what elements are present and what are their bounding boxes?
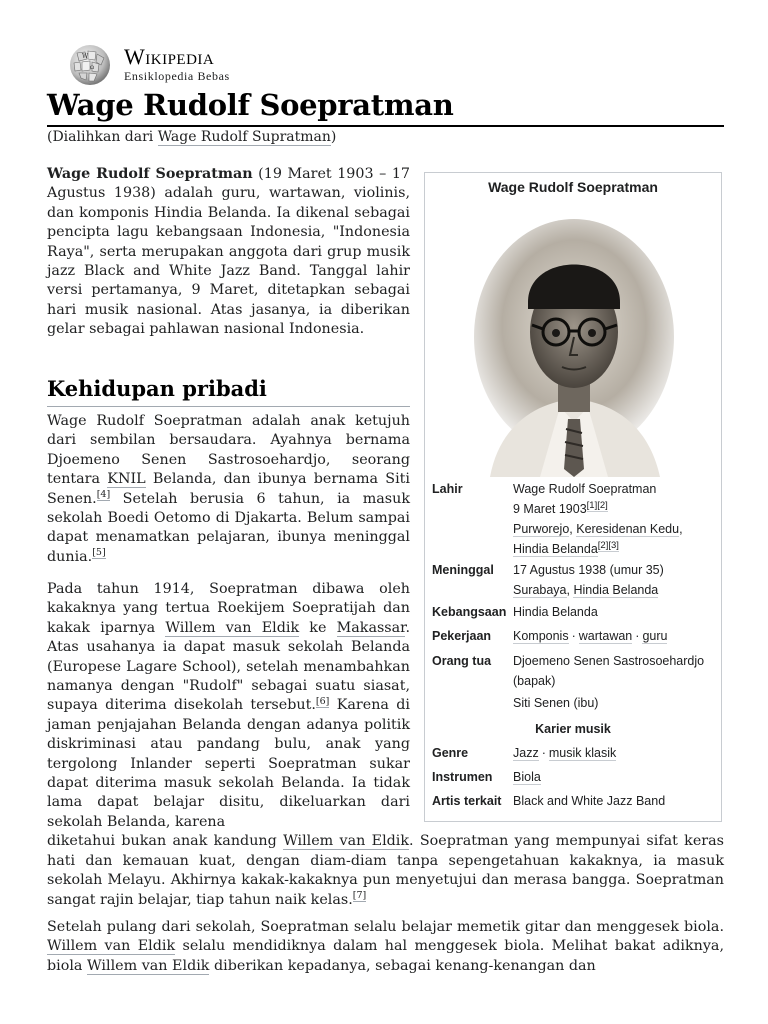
ref-4[interactable]: [4] (96, 488, 111, 500)
label-instrumen: Instrumen (432, 770, 493, 784)
infobox-row-artis-terkait (432, 791, 718, 813)
link-willem-van-eldik[interactable]: Willem van Eldik (165, 619, 300, 636)
link-hindia-belanda[interactable]: Hindia Belanda (513, 542, 598, 556)
link-purworejo[interactable]: Purworejo (513, 522, 570, 536)
redirect-link[interactable]: Wage Rudolf Supratman (157, 129, 331, 145)
ref-7[interactable]: [7] (352, 889, 367, 901)
value-orang-tua: Djoemeno Senen Sastrosoehardjo (bapak) Siti Senen (ibu) (513, 654, 705, 710)
ref-2[interactable]: [2] (597, 539, 609, 551)
infobox-title: Wage Rudolf Soepratman (488, 179, 658, 195)
infobox (424, 172, 722, 822)
label-genre: Genre (432, 746, 469, 760)
ref-6[interactable]: [6] (315, 695, 330, 707)
wordmark-tagline: Ensiklopedia Bebas (124, 69, 230, 83)
value-instrumen (513, 767, 718, 787)
infobox-subheading-karier-musik: Karier musik (535, 722, 611, 736)
link-komponis[interactable]: Komponis (513, 629, 569, 643)
infobox-row-meninggal (432, 560, 718, 602)
svg-text:Ω: Ω (90, 65, 95, 71)
infobox-row-genre (432, 743, 718, 765)
link-willem-van-eldik[interactable]: Willem van Eldik (47, 938, 176, 955)
link-knil[interactable]: KNIL (107, 471, 146, 488)
ref-2[interactable]: [2] (597, 499, 608, 511)
paragraph-3: Setelah pulang dari sekolah, Soepratman selalu belajar memetik gitar dan menggesek biola. Willem van Eldik selalu mendidiknya dalam hal menggesek biola. Melihat bakat adiknya, biola Willem van Eldik diberikan kepadanya, sebagai kenang-kenangan dan (47, 919, 724, 974)
link-musik-klasik[interactable]: musik klasik (548, 746, 617, 760)
link-makassar[interactable]: Makassar (336, 619, 406, 636)
value-artis-terkait: Black and White Jazz Band (513, 794, 666, 808)
infobox-row-orang-tua (432, 651, 718, 711)
paragraph-2-wide: diketahui bukan anak kandung Willem van Eldik. Soepratman yang mempunyai sifat keras hati dan kemauan kuat, dengan diam-diam tanpa sepengetahuan kakaknya, ia masuk sekolah Melayu. Akhirnya kakak-kakaknya pun menyetujui dan merasa bangga. Soepratman sangat rajin belajar, tiap tahun naik kelas.[7] (47, 833, 724, 908)
ref-1[interactable]: [1] (586, 499, 598, 511)
wikipedia-globe-logo[interactable] (65, 43, 115, 87)
value-pekerjaan: Komponis · wartawan · guru (513, 629, 668, 643)
ref-5[interactable]: [5] (92, 547, 106, 559)
label-artis-terkait: Artis terkait (432, 794, 502, 808)
label-meninggal: Meninggal (432, 563, 494, 577)
link-jazz[interactable]: Jazz (513, 746, 539, 760)
infobox-row-instrumen (432, 767, 718, 789)
link-guru[interactable]: guru (642, 629, 668, 643)
link-willem-van-eldik[interactable]: Willem van Eldik (283, 833, 410, 850)
label-lahir: Lahir (432, 482, 463, 496)
link-surabaya[interactable]: Surabaya (513, 583, 567, 597)
infobox-row-lahir (432, 479, 718, 559)
lead-subject: Wage Rudolf Soepratman (47, 166, 253, 182)
value-meninggal: 17 Agustus 1938 (umur 35) Surabaya, Hindia Belanda (513, 563, 664, 597)
paragraph-2-narrow: Pada tahun 1914, Soepratman dibawa oleh kakaknya yang tertua Roekijem Soepratijah dan kakak iparnya Willem van Eldik ke Makassar. Atas usahanya ia dapat masuk sekolah Belanda (Europese Lagare School), setelah menambahkan namanya dengan "Rudolf" sebagai suatu siasat, supaya diterima disekolah tersebut.[6] Karena di jaman penjajahan Belanda dengan adanya politik diskriminasi atau pandang bulu, anak yang tergolong Inlander seperti Soepratman sukar dapat diterima masuk sekolah Belanda. Ia tidak lama dapat belajar disitu, dikeluarkan dari sekolah Belanda, karena (47, 581, 410, 830)
link-hindia-belanda[interactable]: Hindia Belanda (573, 583, 659, 597)
value-lahir: Wage Rudolf Soepratman 9 Maret 1903[1][2] Purworejo, Keresidenan Kedu, Hindia Belanda[2][3] (513, 482, 683, 556)
section-heading-kehidupan-pribadi: Kehidupan pribadi (47, 374, 410, 407)
value-kebangsaan: Hindia Belanda (513, 605, 598, 619)
ref-3[interactable]: [3] (608, 539, 619, 551)
link-keresidenan-kedu[interactable]: Keresidenan Kedu (576, 522, 680, 536)
link-willem-van-eldik[interactable]: Willem van Eldik (86, 957, 210, 974)
label-orang-tua: Orang tua (432, 654, 492, 668)
page-title: Wage Rudolf Soepratman (47, 86, 724, 127)
value-genre: Jazz · musik klasik (513, 746, 617, 760)
redirect-note: (Dialihkan dari Wage Rudolf Supratman) (47, 129, 337, 145)
link-biola[interactable]: Biola (513, 770, 541, 784)
infobox-row-kebangsaan (432, 602, 718, 624)
label-pekerjaan: Pekerjaan (432, 629, 492, 643)
label-kebangsaan: Kebangsaan (432, 605, 507, 619)
paragraph-1: Wage Rudolf Soepratman adalah anak ketujuh dari sembilan bersaudara. Ayahnya bernama Djoemeno Senen Sastrosoehardjo, seorang tentara KNIL Belanda, dan ibunya bernama Siti Senen.[4] Setelah berusia 6 tahun, ia masuk sekolah Boedi Oetomo di Djakarta. Belum sampai dapat menamatkan pelajaran, ibunya meninggal dunia.[5] (47, 413, 410, 565)
svg-text:W: W (82, 53, 89, 60)
infobox-row-pekerjaan (432, 626, 718, 648)
portrait-photo[interactable] (470, 207, 678, 477)
lead-paragraph: Wage Rudolf Soepratman (19 Maret 1903 – 17 Agustus 1938) adalah guru, wartawan, violinis, dan komponis Hindia Belanda. Ia dikenal sebagai pencipta lagu kebangsaan Indonesia, "Indonesia Raya", serta merupakan anggota dari grup musik jazz Black and White Jazz Band. Tanggal lahir versi pertamanya, 9 Maret, ditetapkan sebagai hari musik nasional. Atas jasanya, ia diberikan gelar sebagai pahlawan nasional Indonesia. (47, 166, 411, 338)
wordmark-name: Wikipedia (124, 44, 215, 69)
wordmark[interactable] (124, 46, 230, 83)
link-wartawan[interactable]: wartawan (578, 629, 633, 643)
